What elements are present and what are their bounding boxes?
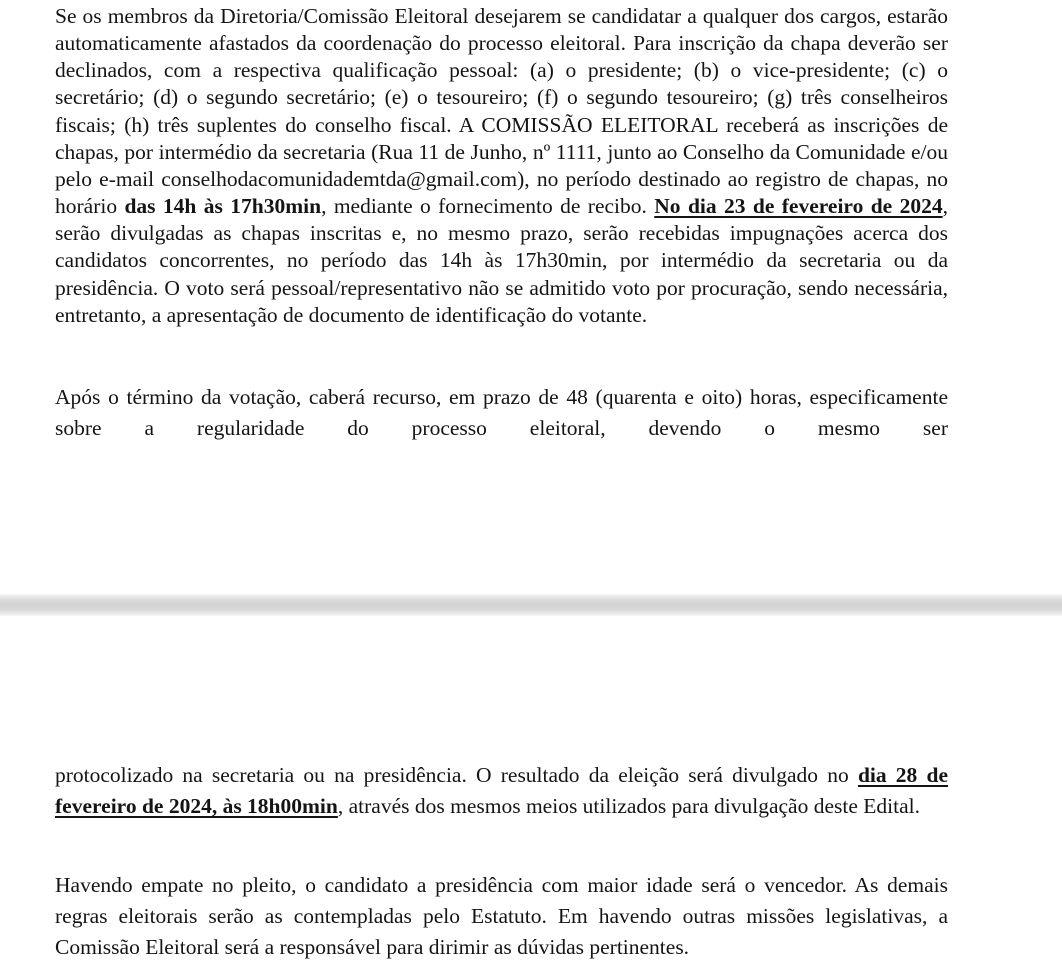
text-run: , serão divulgadas as chapas inscritas e, no mesmo prazo, serão recebidas impugnações acerca dos candidatos concorrentes, no período das 14h às 17h30min, por intermédio da secretaria ou da presidência. O voto será pessoal/representativo não se admitido voto por procuração, sendo necessária, entretanto, a apresentação de documento de identificação do votante. bbox=[55, 194, 948, 327]
paragraph-tiebreak-rules bbox=[55, 870, 948, 963]
text-run: Após o término da votação, caberá recurso, em prazo de 48 (quarenta e oito) horas, especificamente sobre a regularidade do processo eleitoral, devendo o mesmo ser bbox=[55, 385, 948, 440]
document-page-bottom bbox=[0, 616, 1062, 963]
paragraph-appeal bbox=[55, 382, 948, 444]
page-separator bbox=[0, 594, 1062, 616]
text-run: protocolizado na secretaria ou na presidência. O resultado da eleição será divulgado no bbox=[55, 763, 858, 787]
bold-underlined-date: No dia 23 de fevereiro de 2024 bbox=[654, 194, 943, 219]
text-run: , mediante o fornecimento de recibo. bbox=[321, 194, 655, 219]
paragraph-chapa-registration bbox=[55, 3, 948, 329]
text-run: , através dos mesmos meios utilizados para divulgação deste Edital. bbox=[337, 794, 920, 818]
text-run: Se os membros da Diretoria/Comissão Eleitoral desejarem se candidatar a qualquer dos cargos, estarão automaticamente afastados da coordenação do processo eleitoral. Para inscrição da chapa deverão ser declinados, com a respectiva qualificação pessoal: (a) o presidente; (b) o vice-presidente; (c) o secretário; (d) o segundo secretário; (e) o tesoureiro; (f) o segundo tesoureiro; (g) três conselheiros fiscais; (h) três suplentes do conselho fiscal. A COMISSÃO ELEITORAL receberá as inscrições de chapas, por intermédio da secretaria (Rua 11 de Junho, nº 1111, junto ao Conselho da Comunidade e/ou pelo e-mail conselhodacomunidademtda@gmail.com), no período destinado ao registro de chapas, no horário bbox=[55, 4, 948, 219]
text-run: Havendo empate no pleito, o candidato a presidência com maior idade será o vencedor. As demais regras eleitorais serão as contempladas pelo Estatuto. Em havendo outras missões legislativas, a Comissão Eleitoral será a responsável para dirimir as dúvidas pertinentes. bbox=[55, 873, 948, 959]
bold-underlined-result-date: dia 28 de fevereiro de 2024, às 18h00min bbox=[55, 763, 948, 818]
paragraph-result-announcement bbox=[55, 760, 948, 822]
bold-office-hours: das 14h às 17h30min bbox=[124, 194, 322, 219]
